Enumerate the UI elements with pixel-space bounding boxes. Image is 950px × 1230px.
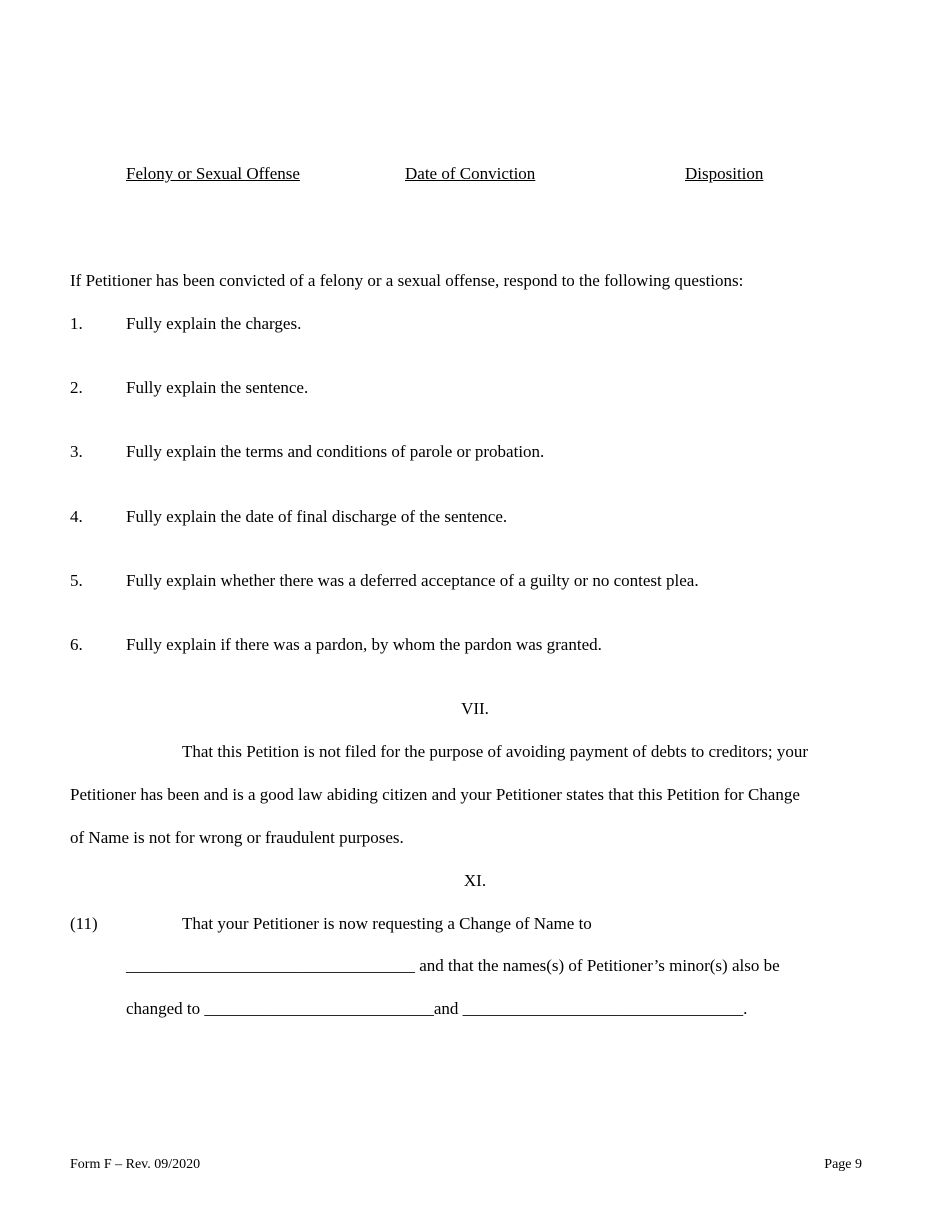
section-heading-vii: VII.: [461, 699, 489, 718]
header-disposition: Disposition: [685, 164, 764, 183]
question-text: Fully explain whether there was a deferred acceptance of a guilty or no contest plea.: [126, 571, 699, 590]
question-text: Fully explain the charges.: [126, 314, 302, 333]
question-text: Fully explain the date of final discharge of the sentence.: [126, 507, 508, 526]
question-number: 2.: [70, 378, 83, 397]
question-text: Fully explain the terms and conditions of parole or probation.: [126, 442, 545, 461]
question-number: 6.: [70, 635, 83, 654]
section-xi-number: (11): [70, 914, 98, 933]
minor-name-blank-1[interactable]: ___________________________: [204, 999, 434, 1018]
question-item-4: [0, 507, 950, 529]
footer-page-number: Page 9: [824, 1157, 862, 1172]
changed-to-label: changed to: [126, 999, 205, 1018]
question-item-5: [0, 571, 950, 593]
intro-paragraph: If Petitioner has been convicted of a felony or a sexual offense, respond to the following questions:: [70, 271, 744, 290]
and-label: and: [433, 999, 463, 1018]
section-heading-xi: XI.: [463, 871, 487, 890]
section-vii-line-3: of Name is not for wrong or fraudulent purposes.: [70, 828, 404, 847]
section-vii-line-1: That this Petition is not filed for the purpose of avoiding payment of debts to creditors; your: [182, 742, 809, 761]
question-item-1: [0, 314, 950, 336]
section-xi-line-2: [126, 956, 780, 976]
question-number: 3.: [70, 442, 83, 461]
question-item-3: [0, 442, 950, 464]
question-number: 5.: [70, 571, 83, 590]
section-xi-line-1: That your Petitioner is now requesting a Change of Name to: [182, 914, 592, 933]
question-number: 4.: [70, 507, 83, 526]
question-item-6: [0, 635, 950, 657]
question-text: Fully explain if there was a pardon, by whom the pardon was granted.: [126, 635, 602, 654]
footer-form-revision: Form F – Rev. 09/2020: [70, 1157, 201, 1172]
minor-names-text: and that the names(s) of Petitioner’s minor(s) also be: [415, 956, 780, 975]
header-felony-offense: Felony or Sexual Offense: [126, 164, 300, 183]
question-number: 1.: [70, 314, 83, 333]
minor-name-blank-2[interactable]: _________________________________: [462, 999, 744, 1018]
section-xi-line-3: [126, 999, 747, 1019]
period: .: [743, 999, 748, 1018]
question-item-2: [0, 378, 950, 400]
section-vii-line-2: Petitioner has been and is a good law abiding citizen and your Petitioner states that this Petition for Change: [70, 785, 800, 804]
question-text: Fully explain the sentence.: [126, 378, 309, 397]
new-name-blank[interactable]: __________________________________: [126, 956, 415, 975]
header-date-of-conviction: Date of Conviction: [405, 164, 536, 183]
